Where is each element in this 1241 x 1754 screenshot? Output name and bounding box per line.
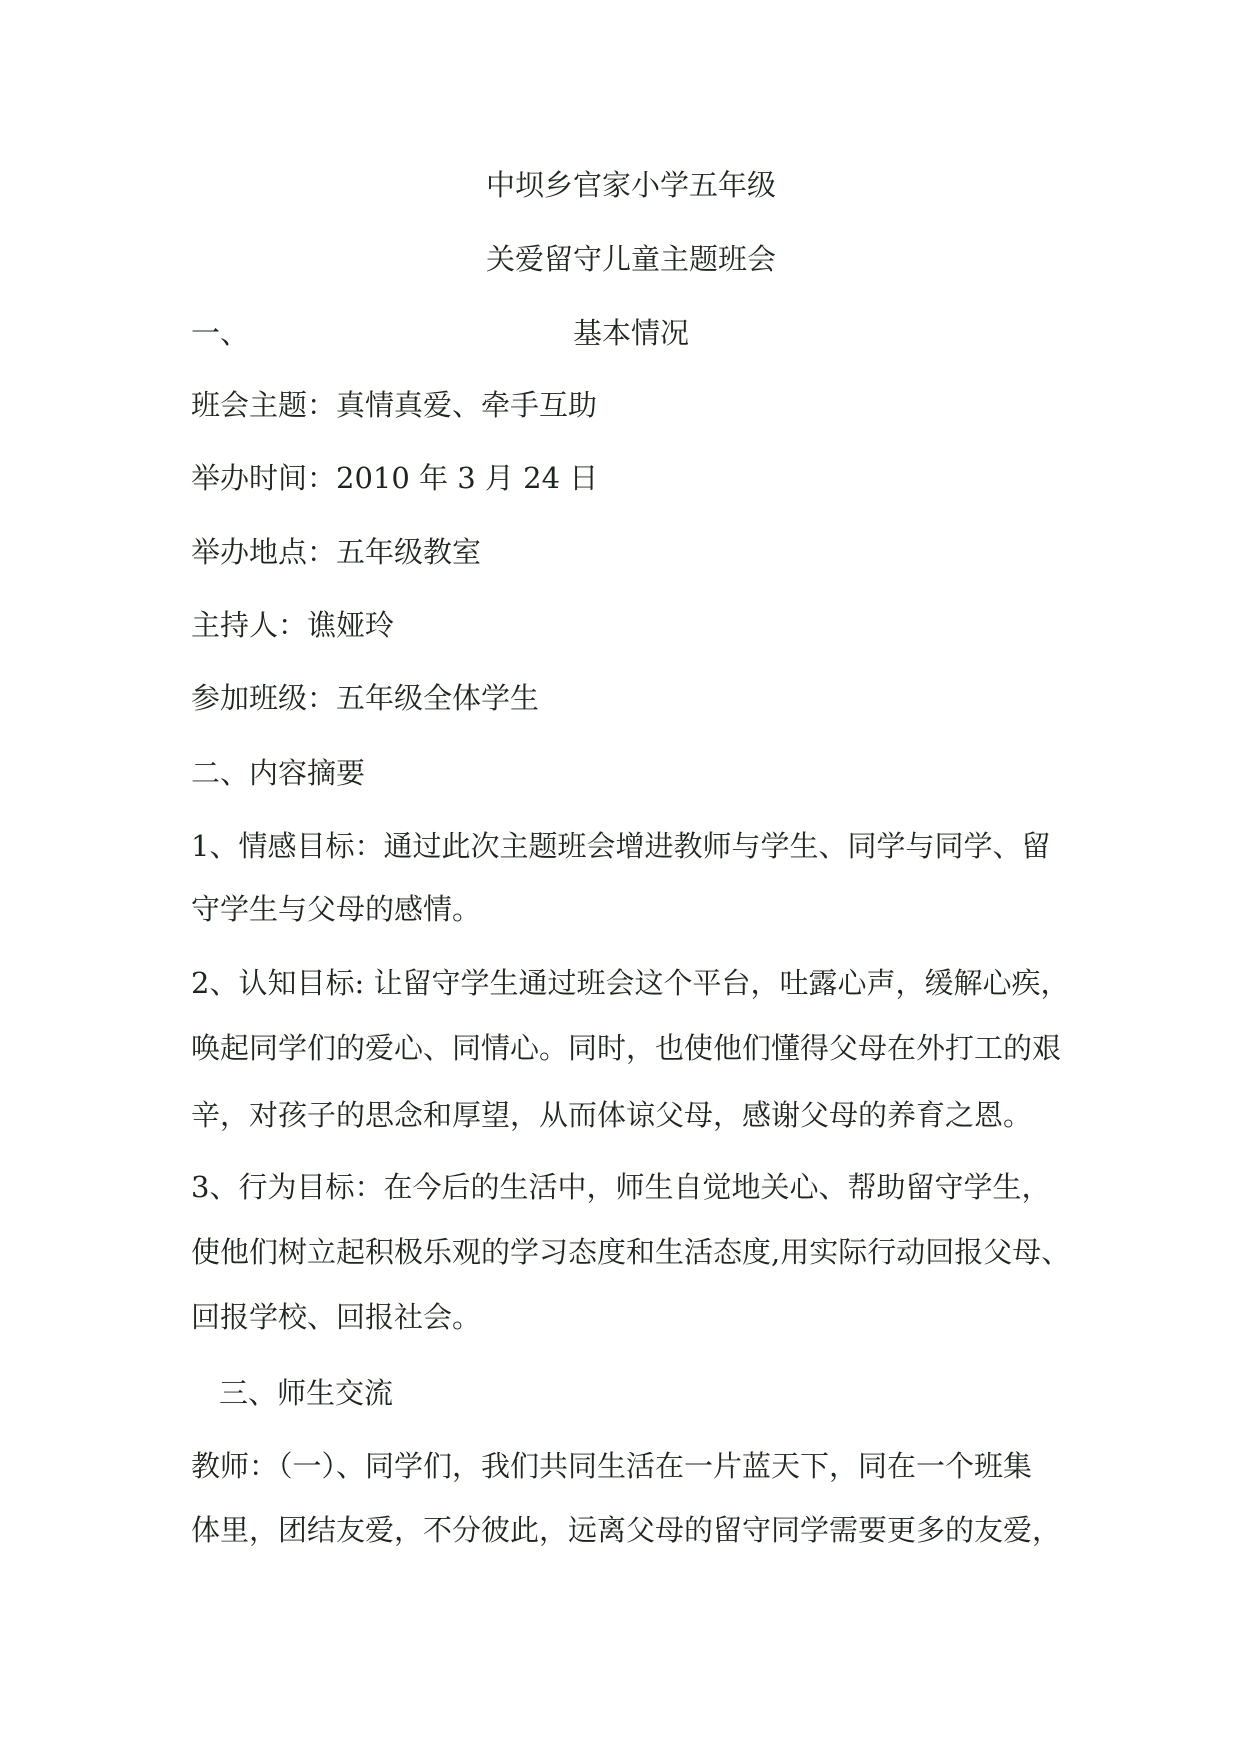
field-participants [191, 680, 539, 716]
document-title-line-1: 中坝乡官家小学五年级 [485, 168, 776, 202]
field-label: 举办时间： [191, 461, 337, 495]
paragraph-line: 使他们树立起积极乐观的学习态度和生活态度,用实际行动回报父母、 [191, 1235, 1071, 1269]
section-1-number: 一、 [191, 316, 250, 350]
paragraph-line: 2、认知目标: 让留守学生通过班会这个平台，吐露心声，缓解心疾， [191, 966, 1070, 1000]
field-date [191, 460, 598, 496]
field-label: 参加班级： [191, 681, 337, 715]
paragraph-line: 1、情感目标：通过此次主题班会增进教师与学生、同学与同学、留 [191, 829, 1051, 863]
field-value: 真情真爱、牵手互助 [336, 388, 598, 422]
field-theme [191, 387, 597, 423]
field-value: 谯娅玲 [307, 608, 395, 642]
field-label: 主持人： [191, 608, 308, 642]
section-1-heading: 基本情况 [572, 316, 689, 350]
paragraph-line: 回报学校、回报社会。 [191, 1300, 482, 1334]
paragraph-line: 唤起同学们的爱心、同情心。同时，也使他们懂得父母在外打工的艰 [191, 1031, 1062, 1065]
paragraph-line: 辛，对孩子的思念和厚望，从而体谅父母，感谢父母的养育之恩。 [191, 1098, 1033, 1132]
field-value: 2010 年 3 月 24 日 [336, 461, 599, 495]
paragraph-line: 教师：（一）、同学们，我们共同生活在一片蓝天下，同在一个班集 [191, 1449, 1033, 1483]
paragraph-line: 体里，团结友爱，不分彼此，远离父母的留守同学需要更多的友爱， [191, 1513, 1062, 1547]
field-label: 举办地点： [191, 535, 337, 569]
field-host [191, 607, 394, 643]
section-3-heading: 三、师生交流 [219, 1376, 394, 1410]
section-2-heading: 二、内容摘要 [191, 756, 366, 790]
document-title-line-2: 关爱留守儿童主题班会 [485, 242, 776, 276]
field-value: 五年级教室 [336, 535, 482, 569]
field-location [191, 534, 481, 570]
paragraph-line: 守学生与父母的感情。 [191, 892, 482, 926]
field-value: 五年级全体学生 [336, 681, 540, 715]
paragraph-line: 3、行为目标：在今后的生活中，师生自觉地关心、帮助留守学生， [191, 1170, 1051, 1204]
field-label: 班会主题： [191, 388, 337, 422]
